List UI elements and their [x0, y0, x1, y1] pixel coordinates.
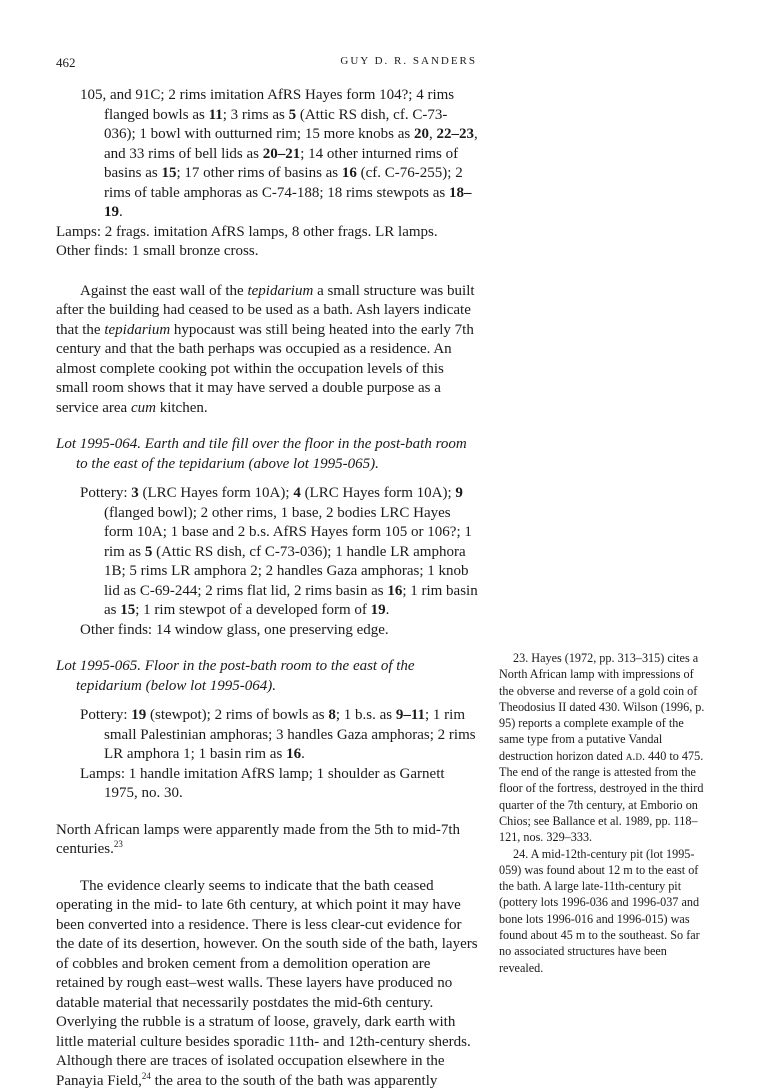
- lot-heading: Lot 1995-064. Earth and tile fill over the floor in the post-bath room to the east of the tepidarium (above lot 1995-065).: [56, 435, 478, 474]
- list-item: Other finds: 1 small bronze cross.: [56, 242, 478, 262]
- footnote-24: 24. A mid-12th-century pit (lot 1995-059) was found about 12 m to the east of the bath. A large late-11th-century pit (pottery lots 1996-036 and 1996-037 and bone lots 1996-016 and 1996-015) was found about 45 m to the southeast. So far no associated structures have been revealed.: [499, 846, 705, 976]
- footnotes-column: [499, 650, 705, 976]
- list-item: Lamps: 2 frags. imitation AfRS lamps, 8 other frags. LR lamps.: [56, 223, 478, 243]
- lot-finds-list: [80, 484, 478, 640]
- list-item: Pottery: 19 (stewpot); 2 rims of bowls as 8; 1 b.s. as 9–11; 1 rim small Palestinian amphoras; 3 handles Gaza amphoras; 2 rims LR amphora 1; 1 basin rim as 16.: [80, 706, 478, 765]
- lot-heading: Lot 1995-065. Floor in the post-bath room to the east of the tepidarium (below lot 1995-064).: [56, 657, 478, 696]
- list-item: Pottery: 3 (LRC Hayes form 10A); 4 (LRC Hayes form 10A); 9 (flanged bowl); 2 other rims, 1 base, 2 bodies LRC Hayes form 10A; 1 base and 2 b.s. AfRS Hayes form 105 or 106?; 1 rim as 5 (Attic RS dish, cf C-73-036); 1 handle LR amphora 1B; 5 rims LR amphora 2; 2 handles Gaza amphoras; 1 knob lid as C-69-244; 2 rims flat lid, 2 rims basin as 16; 1 rim basin as 15; 1 rim stewpot of a developed form of 19.: [80, 484, 478, 621]
- list-item: Lamps: 1 handle imitation AfRS lamp; 1 shoulder as Garnett 1975, no. 30.: [80, 765, 478, 804]
- body-paragraph: Against the east wall of the tepidarium a small structure was built after the building had ceased to be used as a bath. Ash layers indicate that the tepidarium hypocaust was still being heated into the early 7th century and that the bath perhaps was occupied as a residence. An almost complete cooking pot within the occupation levels of this small room shows that it may have served a double purpose as a service area cum kitchen.: [56, 282, 478, 419]
- main-column: [56, 86, 478, 1091]
- list-item: 105, and 91C; 2 rims imitation AfRS Hayes form 104?; 4 rims flanged bowls as 11; 3 rims as 5 (Attic RS dish, cf. C-73-036); 1 bowl with outturned rim; 15 more knobs as 20, 22–23, and 33 rims of bell lids as 20–21; 14 other inturned rims of basins as 15; 17 other rims of basins as 16 (cf. C-76-255); 2 rims of table amphoras as C-74-188; 18 rims stewpots as 18–19.: [80, 86, 478, 223]
- footnote-23: 23. Hayes (1972, pp. 313–315) cites a North African lamp with impressions of the obverse and reverse of a gold coin of Theodosius II dated 430. Wilson (1996, p. 95) reports a complete example of the same type from a putative Vandal destruction horizon dated a.d. 440 to 475. The end of the range is attested from the floor of the fortress, destroyed in the third quarter of the 7th century, at Emborio on Chios; see Ballance et al. 1989, pp. 118–121, nos. 329–333.: [499, 650, 705, 846]
- running-head: GUY D. R. SANDERS: [340, 55, 477, 67]
- page-number: 462: [56, 55, 76, 71]
- list-item: Other finds: 14 window glass, one preserving edge.: [80, 621, 478, 641]
- top-finds-list: [80, 86, 478, 262]
- body-paragraph: The evidence clearly seems to indicate that the bath ceased operating in the mid- to late 6th century, at which point it may have been converted into a residence. There is less clear-cut evidence for the date of its desertion, however. On the south side of the bath, layers of cobbles and broken cement from a demolition operation are retained by rough east–west walls. These layers have produced no datable material that necessarily postdates the mid-6th century. Overlying the rubble is a stratum of loose, gravely, dark earth with little material culture besides sporadic 11th- and 12th-century sherds. Although there are traces of isolated occupation elsewhere in the Panayia Field,$^{24}$ the area to the south of the bath was apparently: [56, 877, 478, 1091]
- body-paragraph: North African lamps were apparently made from the 5th to mid-7th centuries.$^{23}$: [56, 821, 478, 860]
- lot-finds-list: [80, 706, 478, 804]
